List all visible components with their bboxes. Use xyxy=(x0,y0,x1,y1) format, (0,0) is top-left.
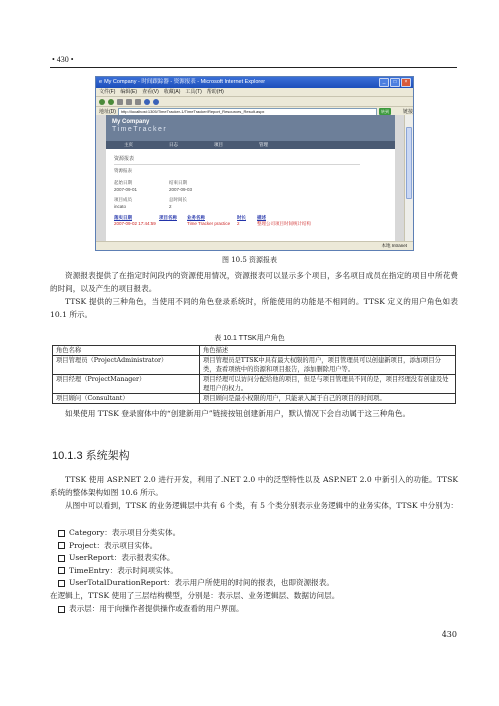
table-header: 角色描述 xyxy=(200,346,456,356)
checkbox-bullet-icon xyxy=(58,567,65,574)
checkbox-bullet-icon xyxy=(58,606,65,613)
table-header-row xyxy=(53,346,456,356)
figure-browser-window xyxy=(95,76,414,251)
menu-view[interactable]: 查看(V) xyxy=(142,89,159,95)
report-section-label: 资源报表 xyxy=(114,155,360,165)
report-table xyxy=(114,215,387,227)
stop-icon[interactable] xyxy=(117,99,123,105)
browser-toolbar xyxy=(96,97,413,107)
menu-favorites[interactable]: 收藏(A) xyxy=(163,89,181,95)
table-cell: 整理公司项目时间统计结构 xyxy=(257,221,311,226)
list-item: Category：表示项目分类实体。 xyxy=(58,527,334,540)
nav-home[interactable]: 主页 xyxy=(124,142,133,147)
search-icon[interactable] xyxy=(144,99,150,105)
nav-admin[interactable]: 管理 xyxy=(259,142,268,147)
param-label: 项目成员 xyxy=(114,197,132,202)
table-row xyxy=(53,356,456,375)
section-heading: 10.1.3 系统架构 xyxy=(52,450,130,462)
layer-list xyxy=(58,603,244,616)
table-cell: 2 xyxy=(237,221,240,226)
param-value: incato xyxy=(114,204,127,209)
nav-projects[interactable]: 项目 xyxy=(214,142,223,147)
role-description: 项目顾问是最小权限的用户，只能录入属于自己的项目的时间项。 xyxy=(200,394,456,404)
column-header[interactable]: 落实日期 xyxy=(114,215,132,220)
roles-table xyxy=(52,345,456,404)
entity-list xyxy=(58,527,334,590)
browser-viewport xyxy=(96,115,405,242)
param-value: 2007-09-01 xyxy=(114,187,138,192)
param-value: 2007-09-03 xyxy=(169,187,193,192)
role-name: 项目经理（ProjectManager） xyxy=(53,375,200,394)
column-header[interactable]: 项目名称 xyxy=(159,215,177,220)
param-label: 总时间长 xyxy=(169,197,187,202)
app-logo-product: TimeTracker xyxy=(112,126,168,133)
role-description: 项目管理员是TTSK中具有最大权限的用户，项目管理员可以创建新项目，添加项目分类，查看项统中的资源和项目报告，添加删除用户等。 xyxy=(200,356,456,375)
list-item: UserReport：表示报表实体。 xyxy=(58,552,334,565)
report-subtitle: 资源报表 xyxy=(114,168,132,173)
header-rule xyxy=(50,67,457,68)
page-number-bottom: 430 xyxy=(441,630,457,639)
go-button[interactable]: 转到 xyxy=(380,109,389,114)
forward-icon[interactable] xyxy=(108,99,114,105)
vertical-scrollbar[interactable] xyxy=(404,115,413,242)
back-icon[interactable] xyxy=(99,99,105,105)
checkbox-bullet-icon xyxy=(58,580,65,587)
maximize-icon[interactable]: □ xyxy=(390,78,400,87)
checkbox-bullet-icon xyxy=(58,542,65,549)
links-label[interactable]: 链接 xyxy=(402,109,413,115)
checkbox-bullet-icon xyxy=(58,530,65,537)
menu-tools[interactable]: 工具(T) xyxy=(185,89,202,95)
close-icon[interactable]: × xyxy=(401,78,411,87)
page-number-top: • 430 • xyxy=(52,55,74,64)
report-params xyxy=(114,180,387,209)
nav-log[interactable]: 日志 xyxy=(169,142,178,147)
menu-edit[interactable]: 编辑(E) xyxy=(120,89,138,95)
timetracker-app xyxy=(106,115,395,242)
paragraph-3: 如果使用 TTSK 登录窗体中的“创建新用户”链接按钮创建新用户，默认情况下会自动属于这三种角色。 xyxy=(65,409,411,418)
figure-caption: 图 10.5 资源报表 xyxy=(221,256,278,264)
window-title: My Company - 时间跟踪器 - 资源报表 - Microsoft Internet Explorer xyxy=(104,79,266,85)
param-label: 结束日期 xyxy=(169,180,187,185)
app-nav xyxy=(106,141,395,149)
home-icon[interactable] xyxy=(135,99,141,105)
param-value: 2 xyxy=(169,204,172,209)
column-header[interactable]: 描述 xyxy=(257,215,266,220)
status-zone: 本地 Intranet xyxy=(381,243,407,248)
role-name: 项目顾问（Consultant） xyxy=(53,394,200,404)
paragraph-2: TTSK 提供的三种角色，当使用不同的角色登录系统时，所能使用的功能是不相同的。TTSK 定义的用户角色如表 10.1 所示。 xyxy=(50,297,458,319)
table-cell: 2007-09-02 17:44:59 xyxy=(114,221,156,226)
paragraph-4: TTSK 使用 ASP.NET 2.0 进行开发，利用了.NET 2.0 中的泛型特性以及 ASP.NET 2.0 中新引入的功能。TTSK 系统的整体架构如图 10.6 所示。 xyxy=(50,475,458,497)
table-cell: Time Tracker practice xyxy=(187,221,231,226)
table-title: 表 10.1 TTSK用户角色 xyxy=(214,335,285,342)
param-label: 起始日期 xyxy=(114,180,132,185)
browser-statusbar xyxy=(96,241,413,250)
column-header[interactable]: 时长 xyxy=(237,215,246,220)
address-label: 地址(D) xyxy=(99,109,116,115)
list-item: TimeEntry：表示时间项实体。 xyxy=(58,565,334,578)
refresh-icon[interactable] xyxy=(126,99,132,105)
favorites-icon[interactable] xyxy=(153,99,159,105)
paragraph-6: 在逻辑上，TTSK 使用了三层结构模型，分别是：表示层、业务逻辑层、数据访问层。 xyxy=(50,591,340,600)
checkbox-bullet-icon xyxy=(58,555,65,562)
menu-help[interactable]: 帮助(H) xyxy=(206,89,224,95)
column-header[interactable]: 业务名称 xyxy=(187,215,205,220)
table-header: 角色名称 xyxy=(53,346,200,356)
table-row xyxy=(53,394,456,404)
role-name: 项目管理员（ProjectAdministrator） xyxy=(53,356,200,375)
list-item: UserTotalDurationReport：表示用户所使用的时间的报表，也即资源报表。 xyxy=(58,577,334,590)
browser-titlebar xyxy=(96,77,413,88)
scroll-thumb[interactable] xyxy=(406,127,412,199)
list-item: Project：表示项目实体。 xyxy=(58,540,334,553)
address-input[interactable]: http://localhost:1305/TimeTracker-1/TimeTracker/Report_Resources_Result.aspx xyxy=(118,108,377,116)
paragraph-5: 从图中可以看到，TTSK 的业务逻辑层中共有 6 个类，有 5 个类分别表示业务逻辑中的业务实体，TTSK 中分别为： xyxy=(65,501,458,510)
browser-menubar xyxy=(96,88,413,97)
report-content xyxy=(106,149,395,233)
app-header xyxy=(106,115,395,149)
table-cell xyxy=(159,221,187,227)
ie-icon: e xyxy=(99,79,103,85)
table-row xyxy=(53,375,456,394)
menu-file[interactable]: 文件(F) xyxy=(99,89,116,95)
role-description: 项目经理可以访问分配给他的项目，但是与项目管理员不同的是，项目经理没有创建及处理用户的权力。 xyxy=(200,375,456,394)
paragraph-1: 资源报表提供了在指定时间段内的资源使用情况，资源报表可以显示多个项目，多名项目成员在指定的项目中所花费的时间，以及产生的项目报表。 xyxy=(50,271,458,293)
app-logo-company: My Company xyxy=(112,119,150,125)
list-item: 表示层：用于向操作者提供操作或查看的用户界面。 xyxy=(58,603,244,616)
minimize-icon[interactable]: _ xyxy=(379,78,389,87)
